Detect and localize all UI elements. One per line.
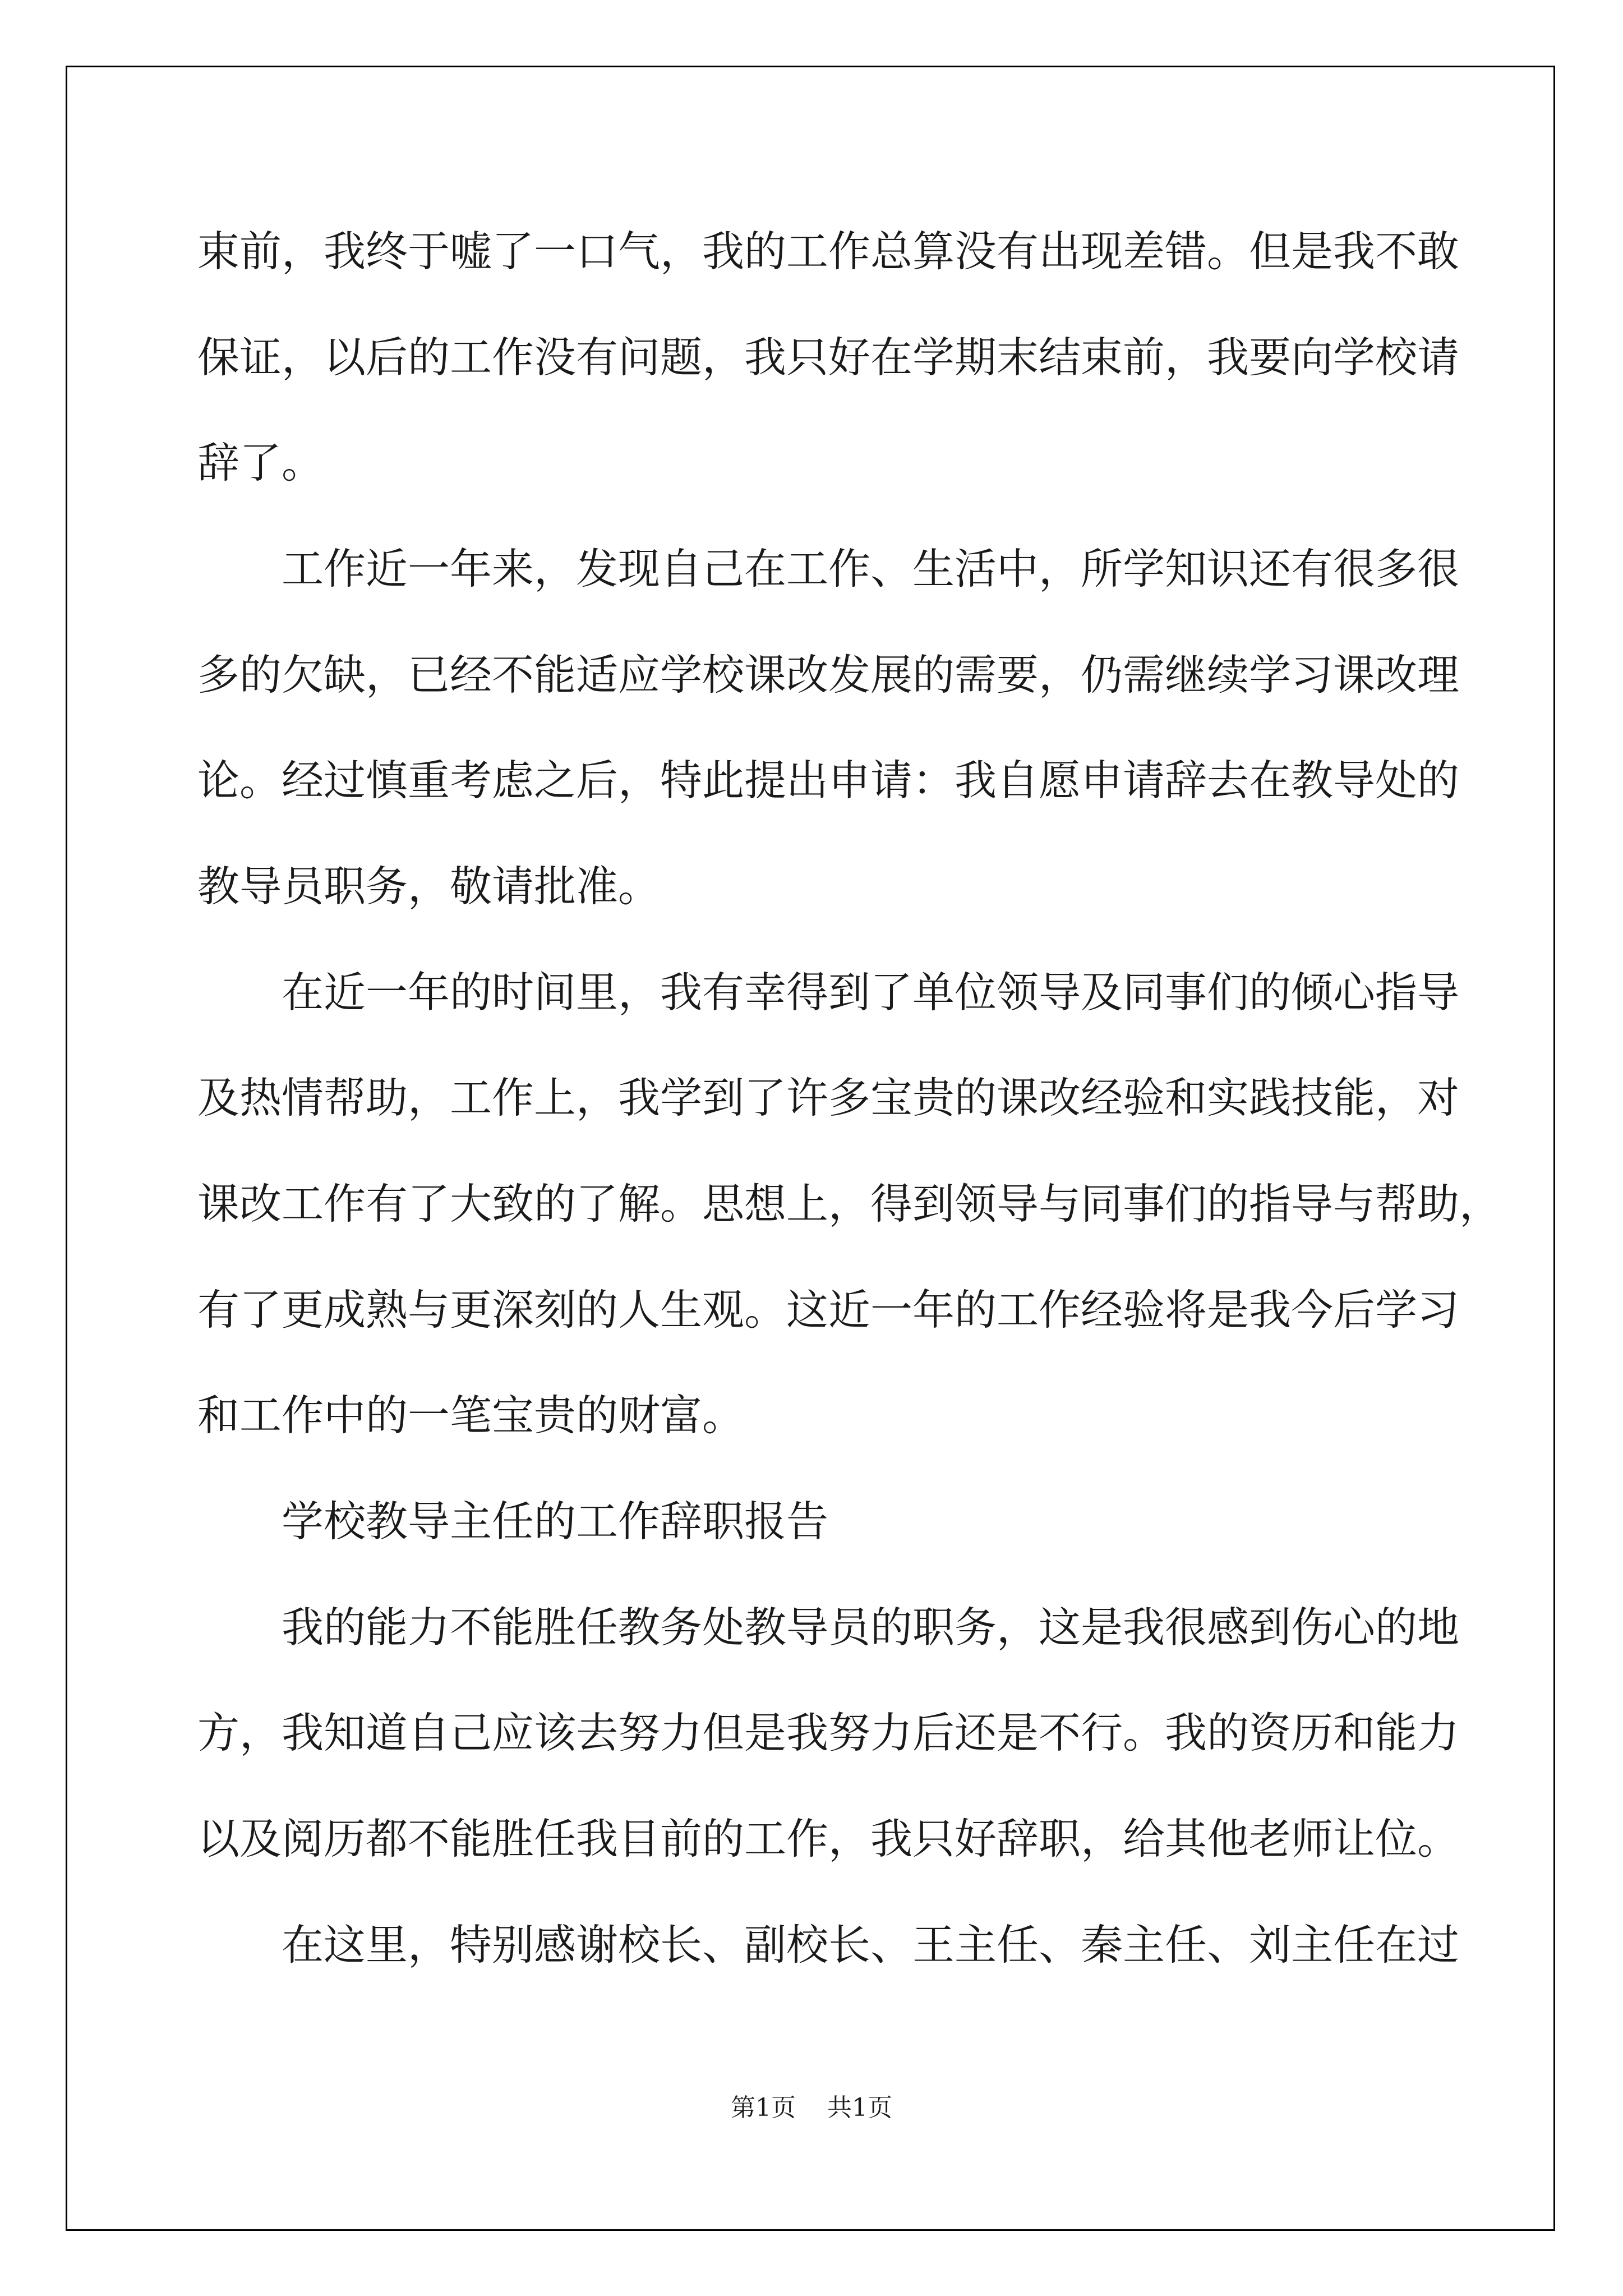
paragraph-first-line: 在近一年的时间里，我有幸得到了单位领导及同事们的倾心指导 [282,968,1460,1017]
body-line: 及热情帮助，工作上，我学到了许多宝贵的课改经验和实践技能，对 [197,1073,1460,1122]
page-border [66,66,1555,2231]
body-line: 论。经过慎重考虑之后，特此提出申请：我自愿申请辞去在教导处的 [197,756,1460,805]
body-line: 教导员职务，敬请批准。 [197,862,661,911]
body-line: 和工作中的一笔宝贵的财富。 [197,1391,745,1440]
body-line: 多的欠缺，已经不能适应学校课改发展的需要，仍需继续学习课改理 [197,650,1460,700]
body-line: 以及阅历都不能胜任我目前的工作，我只好辞职，给其他老师让位。 [197,1814,1460,1864]
body-line: 方，我知道自己应该去努力但是我努力后还是不行。我的资历和能力 [197,1708,1460,1757]
body-line: 有了更成熟与更深刻的人生观。这近一年的工作经验将是我今后学习 [197,1285,1460,1335]
body-line: 保证，以后的工作没有问题，我只好在学期末结束前，我要向学校请 [197,333,1460,382]
paragraph-first-line: 我的能力不能胜任教务处教导员的职务，这是我很感到伤心的地 [282,1603,1460,1652]
body-line: 课改工作有了大致的了解。思想上，得到领导与同事们的指导与帮助， [197,1179,1502,1228]
paragraph-first-line: 工作近一年来，发现自己在工作、生活中，所学知识还有很多很 [282,544,1460,593]
paragraph-first-line: 在这里，特别感谢校长、副校长、王主任、秦主任、刘主任在过 [282,1920,1460,1970]
body-line: 束前，我终于嘘了一口气，我的工作总算没有出现差错。但是我不敢 [197,227,1460,276]
section-heading: 学校教导主任的工作辞职报告 [282,1497,829,1546]
page-footer: 第1页 共1页 [731,2093,892,2122]
body-line: 辞了。 [197,438,324,487]
